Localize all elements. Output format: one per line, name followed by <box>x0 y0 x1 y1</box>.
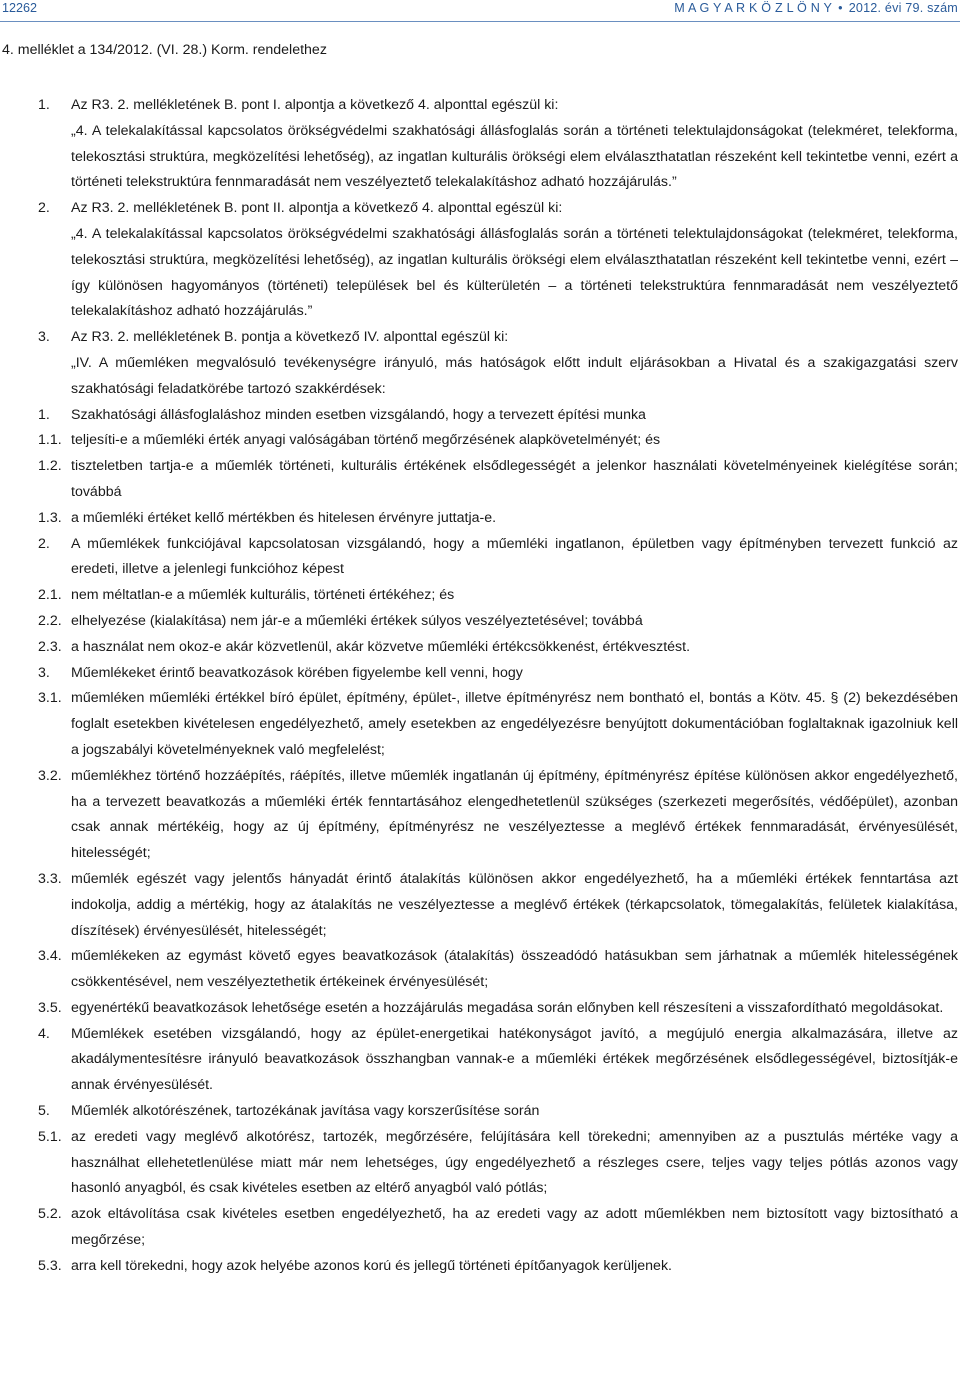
list-item <box>38 944 958 996</box>
list-item <box>38 1254 958 1280</box>
list-item <box>38 1125 958 1202</box>
item-text: egyenértékű beavatkozások lehetősége esetén a hozzájárulás megadása során előnyben kell részesíteni a visszafordítható megoldásokat. <box>71 999 944 1016</box>
item-text: műemlék egészét vagy jelentős hányadát érintő átalakítás különösen akkor engedélyezhető, ha a műemléki értékek fenntartása azt indokolja, addig a mértékig, hogy az átalakítás ne veszélyeztesse a meglévő értékek (térkapcsolatok, tömegalakítás, felületek kialakítása, díszítések) érvényesülését, hitelességét; <box>71 870 958 939</box>
item-text: elhelyezése (kialakítása) nem jár-e a műemléki értékek súlyos veszélyeztetésével; továbbá <box>71 612 643 629</box>
item-text: műemléken műemléki értékkel bíró épület, építmény, épület-, illetve építményrész nem bontható el, bontás a Kötv. 45. § (2) bekezdésében foglalt esetekben kivételesen engedélyezhető, amely esetekben az engedélyezésre benyújtott dokumentációban foglaltaknak igazolniuk kell a jogszabályi követelményeknek való megfelelést; <box>71 690 958 758</box>
item-number: 3.1. <box>38 690 62 707</box>
item-text: Műemlékeket érintő beavatkozások körében figyelembe kell venni, hogy <box>71 664 523 681</box>
list-item <box>38 996 958 1022</box>
item-number: 5. <box>38 1103 50 1120</box>
item-text: A műemlékek funkciójával kapcsolatosan vizsgálandó, hogy a műemléki ingatlanon, épületben vagy építményben tervezett funkció az eredeti, illetve a jelenlegi funkcióhoz képest <box>71 535 958 578</box>
item-text: Az R3. 2. mellékletének B. pont II. alpontja a következő 4. alponttal egészül ki: <box>71 200 563 217</box>
item-number: 3. <box>38 664 50 681</box>
list-item <box>38 532 958 584</box>
item-text: nem méltatlan-e a műemlék kulturális, történeti értékéhez; és <box>71 587 455 604</box>
item-number: 5.3. <box>38 1257 62 1274</box>
item-number: 1. <box>38 406 50 423</box>
item-number: 3.5. <box>38 999 62 1016</box>
item-number: 5.1. <box>38 1128 62 1145</box>
item-text: Szakhatósági állásfoglaláshoz minden esetben vizsgálandó, hogy a tervezett építési munka <box>71 406 646 423</box>
annex-title: 4. melléklet a 134/2012. (VI. 28.) Korm. rendelethez <box>2 42 327 58</box>
item-number: 1.1. <box>38 432 62 449</box>
publication-info <box>674 0 958 16</box>
list-item <box>38 1099 958 1125</box>
list-item <box>38 764 958 867</box>
list-item <box>38 867 958 944</box>
list-item <box>38 1022 958 1099</box>
item-number: 3. <box>38 329 50 346</box>
list-item <box>38 454 958 506</box>
issue-label: 2012. évi 79. szám <box>848 1 958 15</box>
header-rule <box>0 21 960 22</box>
item-text: Műemlék alkotórészének, tartozékának javítása vagy korszerűsítése során <box>71 1103 540 1120</box>
item-number: 3.3. <box>38 870 62 887</box>
page-number: 12262 <box>2 1 38 15</box>
item-text: a műemléki értéket kellő mértékben és hitelesen érvényre juttatja-e. <box>71 509 497 526</box>
item-number: 2.3. <box>38 638 62 655</box>
list-item <box>38 609 958 635</box>
item-number: 2.2. <box>38 612 62 629</box>
item-text: azok eltávolítása csak kivételes esetben engedélyezhető, ha az eredeti vagy az adott műemlékben nem biztosított vagy biztosítható a megőrzése; <box>71 1206 958 1249</box>
item-number: 1.2. <box>38 458 62 475</box>
item-text: a használat nem okoz-e akár közvetlenül, akár közvetve műemléki értékcsökkenést, értékvesztést. <box>71 638 691 655</box>
item-text: arra kell törekedni, hogy azok helyébe azonos korú és jellegű történeti építőanyagok kerüljenek. <box>71 1257 672 1274</box>
list-item <box>38 583 958 609</box>
item-number: 4. <box>38 1025 50 1042</box>
list-item <box>38 196 958 222</box>
item-text: „IV. A műemléken megvalósuló tevékenységre irányuló, más hatóságok előtt indult eljárásokban a Hivatal és a szakigazgatási szerv szakhatósági feladatkörébe tartozó szakkérdések: <box>71 354 958 397</box>
list-item <box>38 325 958 351</box>
list-item <box>71 222 958 325</box>
item-number: 2. <box>38 535 50 552</box>
item-number: 2. <box>38 200 50 217</box>
list-item <box>38 93 958 119</box>
list-item <box>38 1202 958 1254</box>
list-item <box>71 119 958 196</box>
list-item <box>38 635 958 661</box>
document-body <box>38 93 958 1280</box>
item-number: 5.2. <box>38 1206 62 1223</box>
list-item <box>38 661 958 687</box>
page-header <box>2 0 960 22</box>
item-text: Az R3. 2. mellékletének B. pont I. alpontja a következő 4. alponttal egészül ki: <box>71 97 559 113</box>
list-item <box>38 428 958 454</box>
item-text: Műemlékek esetében vizsgálandó, hogy az épület-energetikai hatékonyságot javító, a megújuló energia alkalmazására, illetve az akadálymentesítésre irányuló beavatkozások összhangban vannak-e a műemléki értékek megőrzésének elsődlegességével, biztosítják-e annak érvényesülését. <box>71 1025 958 1094</box>
item-text: teljesíti-e a műemléki érték anyagi valóságában történő megőrzésének alapkövetelményét; és <box>71 432 661 449</box>
item-number: 1.3. <box>38 509 62 526</box>
separator-dot-icon: • <box>838 1 843 15</box>
list-item <box>38 686 958 763</box>
item-number: 3.4. <box>38 948 62 965</box>
item-number: 2.1. <box>38 587 62 604</box>
list-item <box>71 351 958 403</box>
list-item <box>38 403 958 429</box>
item-text: műemlékhez történő hozzáépítés, ráépítés, illetve műemlék ingatlanán új építmény, építményrész építése különösen akkor engedélyezhető, ha a tervezett beavatkozás a műemléki érték fenntartásához elengedhetetlenül szükséges (szerkezeti megerősítés, védőépület), azonban csak annak mértékéig, hogy az új építmény, építményrész ne veszélyeztesse a meglévő értékek fennmaradását, érvényesülését, hitelességét; <box>71 767 958 862</box>
publication-name: M A G Y A R K Ö Z L Ö N Y <box>674 1 833 15</box>
item-text: „4. A telekalakítással kapcsolatos örökségvédelmi szakhatósági állásfoglalás során a történeti telektulajdonságokat (telekméret, telekforma, telekosztási struktúra, megközelítési lehetőség), az ingatlan kulturális örökségi elem elválaszthatatlan részeként kell tekintetbe venni, ezért a történeti telekstruktúra fennmaradását nem veszélyeztető telekalakításhoz adható hozzájárulás.” <box>71 122 958 191</box>
item-text: műemlékeken az egymást követő egyes beavatkozások (átalakítás) összeadódó hatásukban sem járhatnak a műemlék hitelességének csökkentésével, nem veszélyeztethetik értékeinek érvényesülését; <box>71 948 958 991</box>
item-text: „4. A telekalakítással kapcsolatos örökségvédelmi szakhatósági állásfoglalás során a történeti telektulajdonságokat (telekméret, telekforma, telekosztási struktúra, megközelítési lehetőség), az ingatlan kulturális örökségi elem elválaszthatatlan részeként kell tekintetbe venni, ezért – így különösen hagyományos (történeti) települések bel és külterületén – a történeti telekstruktúra fennmaradását nem veszélyeztető telekalakításhoz adható hozzájárulás.” <box>71 225 958 320</box>
item-text: Az R3. 2. mellékletének B. pontja a következő IV. alponttal egészül ki: <box>71 329 509 346</box>
item-number: 3.2. <box>38 767 62 784</box>
item-text: tiszteletben tartja-e a műemlék történeti, kulturális értékének elsődlegességét a jelenkor használati követelményeinek kielégítése során; továbbá <box>71 458 958 500</box>
list-item <box>38 506 958 532</box>
item-number: 1. <box>38 97 50 113</box>
item-text: az eredeti vagy meglévő alkotórész, tartozék, megőrzésére, felújítására kell törekedni; amennyiben az a pusztulás mértéke vagy a használhat ellehetetlenülése miatt már nem lehetséges, úgy engedélyezhető a részleges csere, teljes vagy teljes pótlás azonos vagy hasonló anyagból, és csak kivételes esetben az eltérő anyagból való pótlás; <box>71 1128 958 1197</box>
